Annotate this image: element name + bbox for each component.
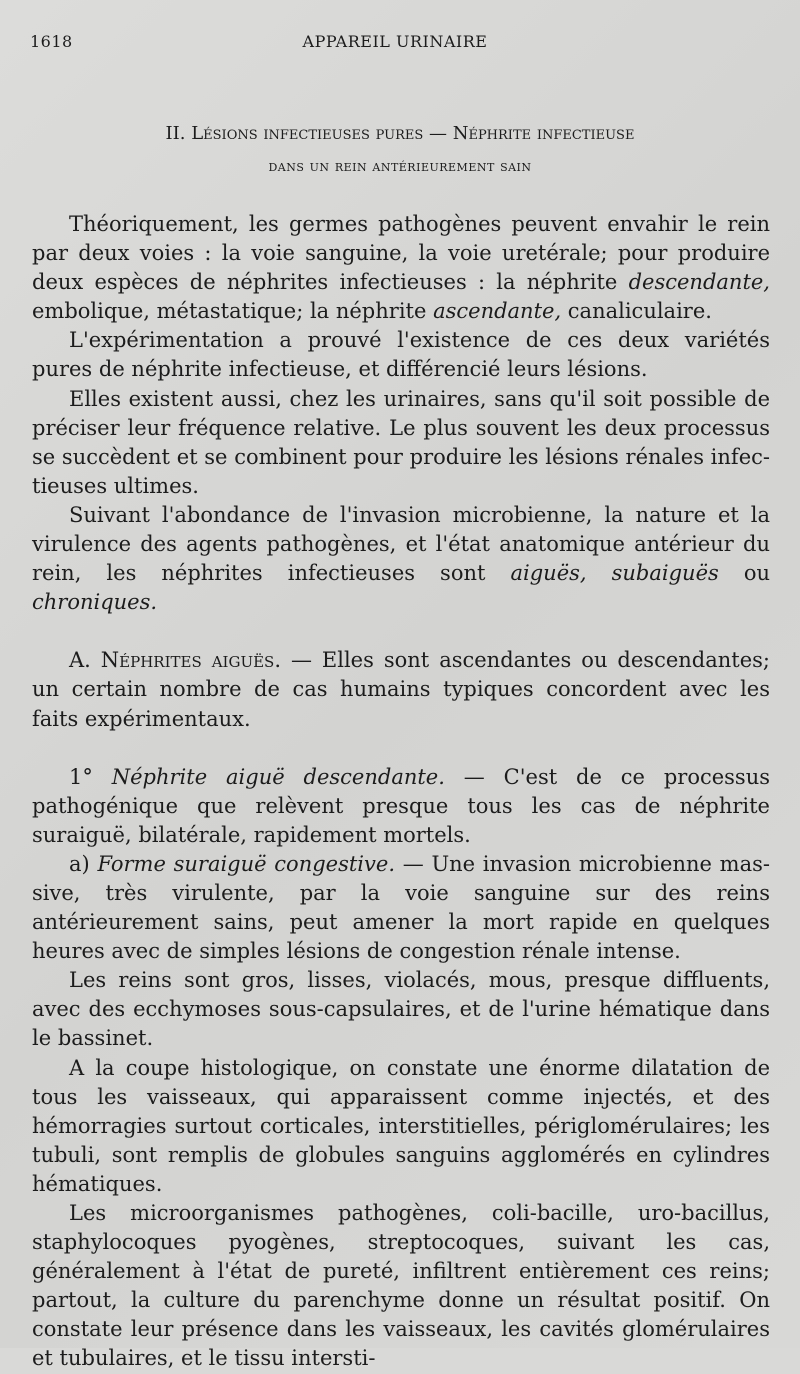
paragraph-7-text: — Une invasion microbienne massive, très virulente, par la voie sanguine sur des reins antérieurement sains, peut amener la mort rapide en quelques heures avec de simples lésions de congestion rénale intense. <box>32 851 770 964</box>
subsection-heading-nephrites-aigues: A. Néphrites aiguës. <box>69 648 281 673</box>
body-text <box>32 210 770 1374</box>
paragraph-1-text-a: Théoriquement, les germes pathogènes peuvent envahir le rein par deux voies : la voie sanguine, la voie uretérale; pour produire deux espèces de néphrites infectieuses : la néphrite <box>32 212 770 295</box>
paragraph-5 <box>32 646 770 733</box>
term-chroniques: chroniques. <box>32 590 158 615</box>
paragraph-4-text-e: ou <box>718 561 770 586</box>
paragraph-4 <box>32 501 770 617</box>
paragraph-2: L'expérimentation a prouvé l'existence de ces deux variétés pures de néphrite infectieuse, et différencié leurs lésions. <box>32 328 770 382</box>
paragraph-5-text: — Elles sont ascendantes ou descendantes; un certain nombre de cas humains typiques concordent avec les faits expérimentaux. <box>32 648 770 731</box>
paragraph-1-text-c: embolique, métastatique; la néphrite <box>32 299 434 324</box>
paragraph-1-text-e: canaliculaire. <box>561 299 712 324</box>
section-heading <box>40 118 760 182</box>
subsection-heading-nephrite-descendante: Néphrite aiguë descendante. <box>111 764 445 789</box>
term-subaigues: subaiguës <box>611 561 719 586</box>
paragraph-7 <box>32 850 770 966</box>
paragraph-1 <box>32 210 770 326</box>
paragraph-6 <box>32 763 770 850</box>
paragraph-9: A la coupe histologique, on constate une énorme dilatation de tous les vaisseaux, qui apparaissent comme injectés, et des hémorragies surtout corticales, interstitielles, périglomérulaires; les tubuli, sont remplis de globules sanguins agglomérés en cylindres hématiques. <box>32 1055 770 1196</box>
page-number: 1618 <box>30 32 73 51</box>
paragraph-10: Les microorganismes pathogènes, coli-bacille, uro-bacillus, staphylocoques pyogènes, streptocoques, suivant les cas, généralement à l'état de pureté, infiltrent entièrement ces reins; partout, la culture du parenchyme donne un résultat positif. On constate leur présence dans les vaisseaux, les cavités glomérulaires et tubulaires, et le tissu intersti- <box>32 1201 770 1371</box>
paragraph-6-number: 1° <box>69 764 112 789</box>
paragraph-7-number: a) <box>69 851 98 876</box>
paragraph-6-text: — C'est de ce processus pathogénique que relèvent presque tous les cas de néphrite suraiguë, bilatérale, rapidement mortels. <box>32 764 771 847</box>
running-header <box>30 32 760 56</box>
paragraph-8: Les reins sont gros, lisses, violacés, mous, presque diffluents, avec des ecchymoses sous-capsulaires, et de l'urine hématique dans le bassinet. <box>32 968 770 1051</box>
subsection-heading-forme-suraigue: Forme suraiguë congestive. <box>97 851 395 876</box>
term-ascendante: ascendante, <box>433 299 562 324</box>
running-title: APPAREIL URINAIRE <box>302 32 488 51</box>
paragraph-4-space <box>587 561 612 585</box>
paragraph-4-text-a: Suivant l'abondance de l'invasion microbienne, la nature et la virulence des agents pathogènes, et l'état anatomique antérieur du rein, les néphrites infectieuses sont <box>32 502 770 586</box>
term-descendante: descendante, <box>628 270 770 295</box>
term-aigues: aiguës, <box>510 561 587 586</box>
section-title-line-1: II. Lésions infectieuses pures — Néphrite infectieuse <box>165 123 635 144</box>
section-title-line-2: dans un rein antérieurement sain <box>268 157 532 175</box>
paragraph-3: Elles existent aussi, chez les urinaires, sans qu'il soit possible de préciser leur fréquence relative. Le plus souvent les deux processus se succèdent et se combinent pour produire les lésions rénales infectieuses ultimes. <box>32 386 770 498</box>
